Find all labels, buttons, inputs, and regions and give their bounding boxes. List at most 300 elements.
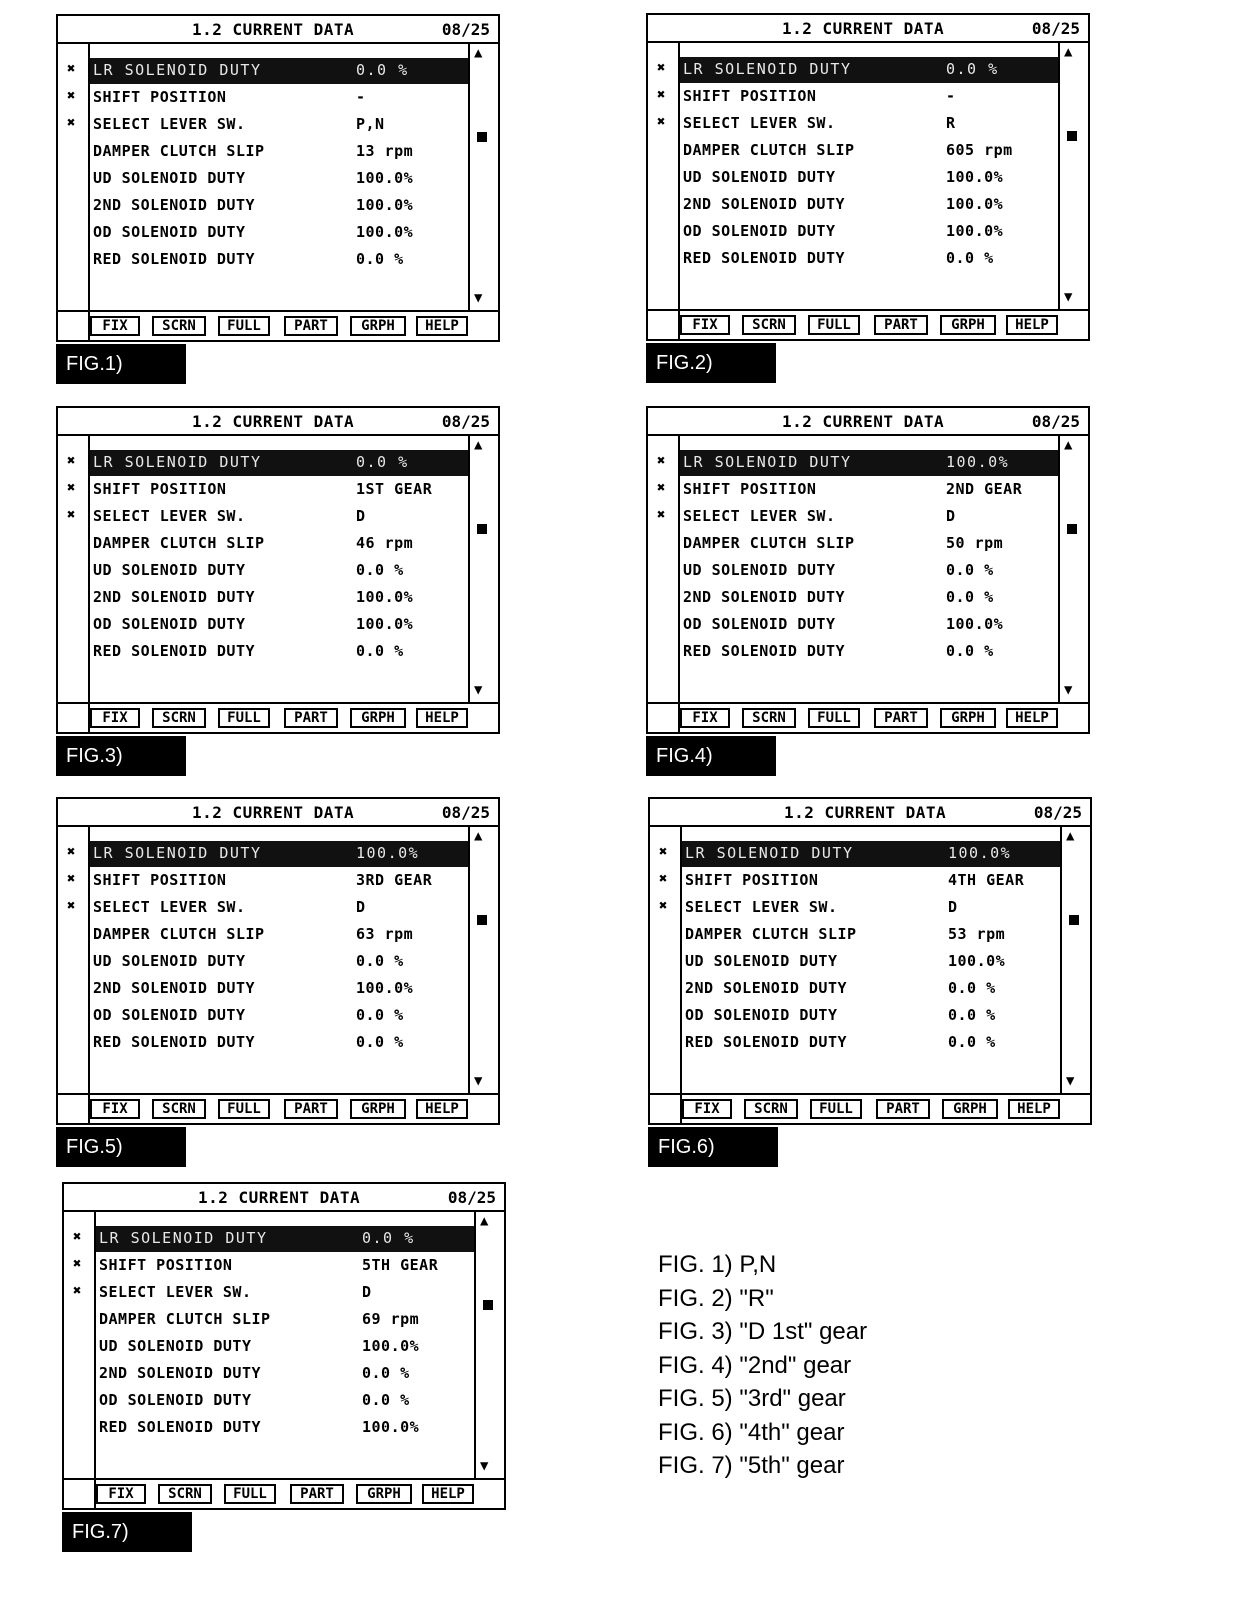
data-item-label: SELECT LEVER SW. [683,114,836,132]
data-row[interactable] [648,585,1058,609]
function-key-bar [650,1093,1090,1125]
screen-header [58,16,498,44]
data-item-label: SELECT LEVER SW. [93,507,246,525]
data-item-label: SELECT LEVER SW. [99,1283,252,1301]
scroll-down-icon[interactable]: ▼ [1064,289,1073,305]
function-key-scrn[interactable]: SCRN [158,1484,212,1504]
data-item-label: SELECT LEVER SW. [683,507,836,525]
data-row[interactable] [648,639,1058,663]
legend-item: FIG. 7) "5th" gear [658,1452,845,1479]
function-key-grph[interactable]: GRPH [940,708,996,728]
data-item-value: 50 rpm [946,534,1004,552]
figure-caption-text: FIG.3) [66,745,123,767]
data-row[interactable] [58,639,468,663]
function-key-bar [648,309,1088,341]
data-row[interactable] [58,85,468,109]
data-item-value: 0.0 % [946,249,994,267]
data-item-value: 100.0% [946,453,1010,471]
data-item-value: 0.0 % [362,1391,410,1409]
data-row[interactable] [58,976,468,1000]
fixed-item-marker-icon: ✖ [67,507,76,523]
data-row[interactable] [648,111,1058,135]
screen-title: 1.2 CURRENT DATA [782,19,945,38]
data-row[interactable] [648,477,1058,501]
data-item-value: 0.0 % [946,588,994,606]
data-item-label: SELECT LEVER SW. [93,115,246,133]
data-row[interactable] [64,1307,474,1331]
data-item-value: 69 rpm [362,1310,420,1328]
data-row[interactable] [648,558,1058,582]
data-row[interactable] [58,868,468,892]
data-row[interactable] [650,922,1060,946]
fixed-item-marker-icon: ✖ [659,871,668,887]
data-item-value: 0.0 % [356,61,409,79]
data-item-value: 100.0% [362,1337,420,1355]
data-item-label: LR SOLENOID DUTY [683,453,852,471]
fixed-item-marker-icon: ✖ [67,871,76,887]
function-key-fix[interactable]: FIX [90,316,140,336]
scroll-down-icon[interactable]: ▼ [1066,1073,1075,1089]
data-item-label: DAMPER CLUTCH SLIP [685,925,857,943]
data-row[interactable] [648,531,1058,555]
data-item-label: SHIFT POSITION [93,871,227,889]
fixed-item-marker-icon: ✖ [657,114,666,130]
figure-caption [56,1127,186,1167]
figure-caption [62,1512,192,1552]
function-key-full[interactable]: FULL [808,708,860,728]
data-item-value: 100.0% [356,196,414,214]
function-key-help[interactable]: HELP [416,708,468,728]
page-indicator: 08/25 [441,20,490,39]
scroll-up-icon[interactable]: ▲ [474,828,483,844]
data-row[interactable] [650,1030,1060,1054]
data-item-label: DAMPER CLUTCH SLIP [93,142,265,160]
data-row[interactable] [648,612,1058,636]
scroll-down-icon[interactable]: ▼ [480,1458,489,1474]
data-row[interactable] [58,895,468,919]
data-item-label: 2ND SOLENOID DUTY [93,979,256,997]
data-row[interactable] [64,1388,474,1412]
data-row[interactable] [58,193,468,217]
data-item-value: 0.0 % [948,1033,996,1051]
data-row[interactable] [58,1003,468,1027]
data-item-label: RED SOLENOID DUTY [99,1418,262,1436]
scan-tool-screen [56,406,500,734]
data-row[interactable] [58,247,468,271]
function-key-part[interactable]: PART [874,708,928,728]
scroll-up-icon[interactable]: ▲ [474,45,483,61]
data-item-value: R [946,114,956,132]
function-key-scrn[interactable]: SCRN [744,1099,798,1119]
data-item-label: LR SOLENOID DUTY [93,61,262,79]
data-item-label: SHIFT POSITION [93,480,227,498]
data-row[interactable] [58,585,468,609]
function-key-grph[interactable]: GRPH [350,708,406,728]
scroll-thumb[interactable] [477,524,487,534]
function-key-part[interactable]: PART [290,1484,344,1504]
data-row[interactable] [650,895,1060,919]
data-row[interactable] [650,949,1060,973]
function-key-grph[interactable]: GRPH [942,1099,998,1119]
data-item-value: 53 rpm [948,925,1006,943]
scroll-up-icon[interactable]: ▲ [1064,437,1073,453]
data-item-value: 100.0% [946,222,1004,240]
function-key-scrn[interactable]: SCRN [152,316,206,336]
data-item-label: RED SOLENOID DUTY [93,250,256,268]
data-row[interactable] [648,246,1058,270]
fixed-item-marker-icon: ✖ [657,480,666,496]
scroll-thumb[interactable] [1067,131,1077,141]
data-item-value: D [946,507,956,525]
data-item-label: SHIFT POSITION [683,87,817,105]
function-key-full[interactable]: FULL [810,1099,862,1119]
data-row[interactable] [650,841,1060,865]
data-item-value: 100.0% [356,979,414,997]
data-item-label: 2ND SOLENOID DUTY [99,1364,262,1382]
data-item-value: 2ND GEAR [946,480,1023,498]
scrollbar-divider [468,42,470,310]
data-item-label: SHIFT POSITION [99,1256,233,1274]
screen-title: 1.2 CURRENT DATA [784,803,947,822]
legend-item: FIG. 6) "4th" gear [658,1418,845,1446]
data-item-label: UD SOLENOID DUTY [685,952,838,970]
function-key-full[interactable]: FULL [808,315,860,335]
function-key-scrn[interactable]: SCRN [742,708,796,728]
fixed-item-marker-icon: ✖ [67,115,76,131]
figure-caption-text: FIG.2) [656,352,713,374]
page-indicator: 08/25 [1031,412,1080,431]
scan-tool-screen [646,406,1090,734]
scroll-thumb[interactable] [477,132,487,142]
data-item-label: SELECT LEVER SW. [93,898,246,916]
function-key-help[interactable]: HELP [416,316,468,336]
data-row[interactable] [64,1361,474,1385]
data-item-label: SELECT LEVER SW. [685,898,838,916]
function-key-scrn[interactable]: SCRN [152,708,206,728]
function-key-scrn[interactable]: SCRN [152,1099,206,1119]
data-item-value: 5TH GEAR [362,1256,439,1274]
data-item-label: RED SOLENOID DUTY [93,642,256,660]
figure-caption [646,343,776,383]
fixed-item-marker-icon: ✖ [73,1229,82,1245]
figure-legend [658,1248,867,1483]
function-key-full[interactable]: FULL [218,1099,270,1119]
data-item-label: OD SOLENOID DUTY [93,1006,246,1024]
data-item-label: UD SOLENOID DUTY [99,1337,252,1355]
scroll-thumb[interactable] [1067,524,1077,534]
data-item-value: 13 rpm [356,142,414,160]
legend-item: FIG. 4) "2nd" gear [658,1351,852,1379]
data-item-label: OD SOLENOID DUTY [93,223,246,241]
function-key-fix[interactable]: FIX [680,315,730,335]
scroll-thumb[interactable] [477,915,487,925]
data-item-value: 0.0 % [356,952,404,970]
data-item-value: 100.0% [946,168,1004,186]
figure-caption [646,736,776,776]
data-item-label: OD SOLENOID DUTY [685,1006,838,1024]
data-item-value: 0.0 % [356,1006,404,1024]
scrollbar-divider [1058,434,1060,702]
data-item-label: UD SOLENOID DUTY [93,561,246,579]
data-item-label: OD SOLENOID DUTY [683,222,836,240]
function-key-part[interactable]: PART [284,708,338,728]
data-item-label: 2ND SOLENOID DUTY [93,588,256,606]
data-item-value: - [946,87,956,105]
data-item-value: 0.0 % [362,1229,415,1247]
data-row[interactable] [58,949,468,973]
data-item-label: 2ND SOLENOID DUTY [683,195,846,213]
data-row[interactable] [64,1280,474,1304]
function-key-bar [58,310,498,342]
data-item-value: 100.0% [356,844,420,862]
scroll-up-icon[interactable]: ▲ [1066,828,1075,844]
screen-header [648,15,1088,43]
scroll-up-icon[interactable]: ▲ [474,437,483,453]
data-row[interactable] [58,112,468,136]
scroll-down-icon[interactable]: ▼ [474,1073,483,1089]
screen-title: 1.2 CURRENT DATA [192,412,355,431]
function-key-fix[interactable]: FIX [90,708,140,728]
data-item-label: UD SOLENOID DUTY [683,561,836,579]
function-key-full[interactable]: FULL [218,708,270,728]
fixed-item-marker-icon: ✖ [659,898,668,914]
fixed-item-marker-icon: ✖ [67,844,76,860]
figure-caption-text: FIG.4) [656,745,713,767]
scan-tool-screen [648,797,1092,1125]
function-key-part[interactable]: PART [284,316,338,336]
data-row[interactable] [648,165,1058,189]
data-item-label: LR SOLENOID DUTY [93,453,262,471]
screen-title: 1.2 CURRENT DATA [192,20,355,39]
legend-item: FIG. 3) "D 1st" gear [658,1318,868,1345]
figure-caption-text: FIG.1) [66,353,123,375]
data-item-label: LR SOLENOID DUTY [93,844,262,862]
function-key-grph[interactable]: GRPH [350,316,406,336]
data-item-label: DAMPER CLUTCH SLIP [683,141,855,159]
fixed-item-marker-icon: ✖ [657,507,666,523]
data-row[interactable] [64,1253,474,1277]
scroll-down-icon[interactable]: ▼ [1064,682,1073,698]
data-item-label: RED SOLENOID DUTY [93,1033,256,1051]
data-item-label: DAMPER CLUTCH SLIP [93,925,265,943]
data-item-value: 100.0% [948,952,1006,970]
data-item-value: 0.0 % [356,453,409,471]
function-key-scrn[interactable]: SCRN [742,315,796,335]
fixed-item-marker-icon: ✖ [67,88,76,104]
scrollbar-divider [1058,41,1060,309]
data-item-value: 0.0 % [946,642,994,660]
scrollbar-divider [1060,825,1062,1093]
data-item-value: 1ST GEAR [356,480,433,498]
data-row[interactable] [58,58,468,82]
function-key-bar [648,702,1088,734]
fixed-item-marker-icon: ✖ [659,844,668,860]
data-row[interactable] [648,219,1058,243]
function-key-part[interactable]: PART [874,315,928,335]
fixed-item-marker-icon: ✖ [73,1256,82,1272]
data-item-value: 0.0 % [946,561,994,579]
function-key-full[interactable]: FULL [218,316,270,336]
data-item-value: D [356,898,366,916]
legend-item: FIG. 2) "R" [658,1284,774,1312]
data-item-value: 46 rpm [356,534,414,552]
data-row[interactable] [648,84,1058,108]
data-row[interactable] [58,922,468,946]
function-key-bar [58,1093,498,1125]
page-indicator: 08/25 [447,1188,496,1207]
function-key-part[interactable]: PART [284,1099,338,1119]
function-key-help[interactable]: HELP [1006,315,1058,335]
data-row[interactable] [58,504,468,528]
function-key-fix[interactable]: FIX [90,1099,140,1119]
data-row[interactable] [58,139,468,163]
data-item-value: 100.0% [356,615,414,633]
data-item-label: DAMPER CLUTCH SLIP [99,1310,271,1328]
data-row[interactable] [648,138,1058,162]
scroll-thumb[interactable] [483,1300,493,1310]
function-key-fix[interactable]: FIX [96,1484,146,1504]
page-indicator: 08/25 [441,803,490,822]
figure-caption [648,1127,778,1167]
function-key-full[interactable]: FULL [224,1484,276,1504]
function-key-help[interactable]: HELP [1008,1099,1060,1119]
scrollbar-divider [468,434,470,702]
fixed-item-marker-icon: ✖ [67,453,76,469]
data-item-value: 3RD GEAR [356,871,433,889]
function-key-bar [64,1478,504,1510]
data-item-label: OD SOLENOID DUTY [683,615,836,633]
legend-item: FIG. 1) P,N [658,1251,777,1278]
data-row[interactable] [58,220,468,244]
data-row[interactable] [58,477,468,501]
fixed-item-marker-icon: ✖ [657,60,666,76]
data-item-label: OD SOLENOID DUTY [99,1391,252,1409]
data-row[interactable] [64,1226,474,1250]
scrollbar-divider [468,825,470,1093]
data-item-label: RED SOLENOID DUTY [683,642,846,660]
data-item-value: 0.0 % [356,561,404,579]
data-item-label: SHIFT POSITION [683,480,817,498]
scroll-up-icon[interactable]: ▲ [480,1213,489,1229]
screen-title: 1.2 CURRENT DATA [192,803,355,822]
data-item-value: 0.0 % [356,642,404,660]
scroll-thumb[interactable] [1069,915,1079,925]
screen-title: 1.2 CURRENT DATA [198,1188,361,1207]
screen-header [58,408,498,436]
screen-header [650,799,1090,827]
data-item-value: 605 rpm [946,141,1013,159]
screen-header [64,1184,504,1212]
scan-tool-screen [56,797,500,1125]
data-row[interactable] [58,450,468,474]
page-indicator: 08/25 [1031,19,1080,38]
data-item-label: DAMPER CLUTCH SLIP [93,534,265,552]
data-row[interactable] [58,1030,468,1054]
function-key-part[interactable]: PART [876,1099,930,1119]
data-item-label: SHIFT POSITION [93,88,227,106]
fixed-item-marker-icon: ✖ [657,87,666,103]
data-item-value: 100.0% [356,223,414,241]
data-row[interactable] [58,531,468,555]
figure-caption [56,344,186,384]
data-row[interactable] [58,612,468,636]
data-row[interactable] [64,1334,474,1358]
data-item-value: 0.0 % [356,1033,404,1051]
data-item-label: UD SOLENOID DUTY [93,169,246,187]
function-key-grph[interactable]: GRPH [356,1484,412,1504]
data-row[interactable] [64,1415,474,1439]
data-row[interactable] [650,868,1060,892]
data-item-value: P,N [356,115,385,133]
data-item-value: D [362,1283,372,1301]
data-item-value: 100.0% [946,195,1004,213]
data-item-value: 100.0% [948,844,1012,862]
data-item-value: D [356,507,366,525]
data-item-label: UD SOLENOID DUTY [93,952,246,970]
data-item-value: 0.0 % [946,60,999,78]
data-item-label: LR SOLENOID DUTY [683,60,852,78]
scan-tool-screen [62,1182,506,1510]
fixed-item-marker-icon: ✖ [67,898,76,914]
data-item-value: 100.0% [356,588,414,606]
scroll-up-icon[interactable]: ▲ [1064,44,1073,60]
data-row[interactable] [648,504,1058,528]
data-item-value: 100.0% [946,615,1004,633]
data-item-value: 100.0% [362,1418,420,1436]
fixed-item-marker-icon: ✖ [657,453,666,469]
function-key-grph[interactable]: GRPH [940,315,996,335]
function-key-fix[interactable]: FIX [680,708,730,728]
page-indicator: 08/25 [441,412,490,431]
data-item-label: 2ND SOLENOID DUTY [93,196,256,214]
data-row[interactable] [58,558,468,582]
function-key-help[interactable]: HELP [416,1099,468,1119]
data-item-label: LR SOLENOID DUTY [685,844,854,862]
data-row[interactable] [58,166,468,190]
data-item-value: 100.0% [356,169,414,187]
data-row[interactable] [650,1003,1060,1027]
data-item-value: - [356,88,366,106]
data-item-value: 0.0 % [948,979,996,997]
fixed-item-marker-icon: ✖ [67,480,76,496]
data-item-label: LR SOLENOID DUTY [99,1229,268,1247]
screen-header [648,408,1088,436]
data-item-value: D [948,898,958,916]
function-key-grph[interactable]: GRPH [350,1099,406,1119]
data-item-label: DAMPER CLUTCH SLIP [683,534,855,552]
data-item-value: 0.0 % [948,1006,996,1024]
figure-caption [56,736,186,776]
data-row[interactable] [650,976,1060,1000]
data-row[interactable] [648,57,1058,81]
data-row[interactable] [58,841,468,865]
function-key-help[interactable]: HELP [1006,708,1058,728]
screen-header [58,799,498,827]
scroll-down-icon[interactable]: ▼ [474,290,483,306]
data-row[interactable] [648,450,1058,474]
legend-item: FIG. 5) "3rd" gear [658,1385,846,1412]
screen-title: 1.2 CURRENT DATA [782,412,945,431]
fixed-item-marker-icon: ✖ [73,1283,82,1299]
function-key-bar [58,702,498,734]
data-item-value: 0.0 % [362,1364,410,1382]
function-key-help[interactable]: HELP [422,1484,474,1504]
scan-tool-screen [646,13,1090,341]
data-row[interactable] [648,192,1058,216]
scroll-down-icon[interactable]: ▼ [474,682,483,698]
data-item-value: 4TH GEAR [948,871,1025,889]
function-key-fix[interactable]: FIX [682,1099,732,1119]
